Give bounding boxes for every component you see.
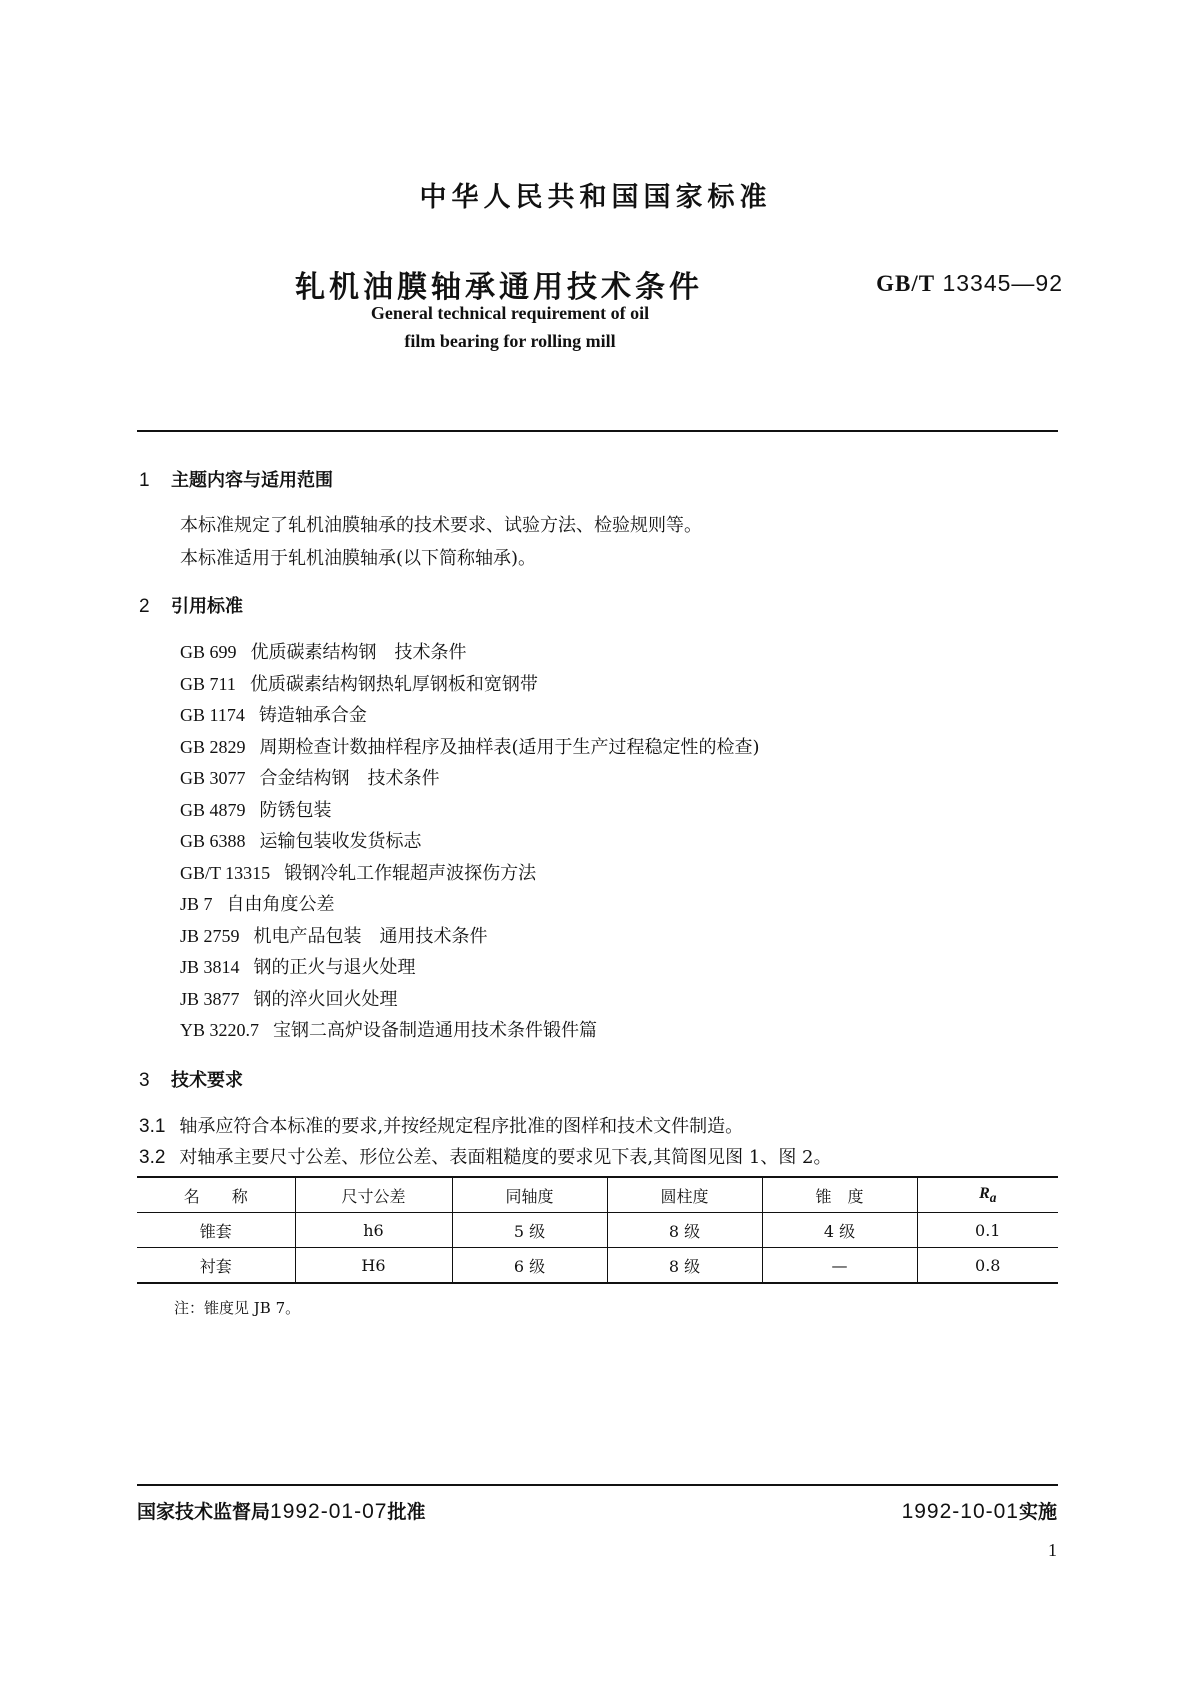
column-header-cylindricity: 圆柱度 [607, 1177, 762, 1213]
reference-code: GB/T 13315 [180, 862, 271, 883]
column-header-taper: 锥 度 [762, 1177, 917, 1213]
reference-title: 宝钢二高炉设备制造通用技术条件锻件篇 [273, 1020, 598, 1041]
reference-title: 优质碳素结构钢 技术条件 [250, 642, 467, 663]
standard-type-title: 中华人民共和国国家标准 [419, 182, 772, 213]
table-cell: — [762, 1248, 917, 1284]
table-row [137, 1213, 1058, 1248]
approval-line [137, 1497, 425, 1524]
header-divider [137, 430, 1058, 432]
reference-code: GB 6388 [180, 831, 246, 851]
section-number: 2 [139, 596, 150, 617]
footer-divider [137, 1484, 1058, 1486]
page-number: 1 [1048, 1540, 1057, 1560]
reference-code: JB 2759 [180, 925, 240, 946]
list-item [180, 795, 760, 827]
clause-number: 3.2 [139, 1147, 166, 1168]
clause-3-1 [139, 1112, 743, 1138]
section-title: 技术要求 [171, 1070, 243, 1091]
reference-code: GB 4879 [180, 799, 246, 820]
section-number: 1 [139, 470, 150, 491]
reference-code: GB 3077 [180, 768, 246, 788]
clause-text: 对轴承主要尺寸公差、形位公差、表面粗糙度的要求见下表,其简图见图 1、图 2。 [179, 1147, 832, 1168]
reference-code: GB 699 [180, 642, 237, 662]
implementation-line [902, 1497, 1057, 1524]
reference-title: 钢的正火与退火处理 [253, 957, 416, 978]
list-item [180, 763, 760, 795]
list-item [180, 984, 760, 1016]
implementation-label: 实施 [1018, 1501, 1057, 1523]
reference-code: JB 7 [180, 894, 213, 914]
section-3-heading [139, 1066, 243, 1092]
clause-3-2 [139, 1143, 832, 1169]
table-cell: 0.8 [917, 1248, 1058, 1284]
reference-code: YB 3220.7 [180, 1020, 260, 1040]
reference-code: GB 711 [180, 673, 236, 694]
roughness-symbol: R [979, 1185, 990, 1203]
reference-code: GB 2829 [180, 736, 246, 757]
table-cell: 5 级 [452, 1213, 607, 1248]
section-number: 3 [139, 1070, 150, 1091]
standard-code [876, 270, 1063, 297]
list-item [180, 952, 760, 984]
column-header-roughness [917, 1177, 1058, 1213]
table-cell: 0.1 [917, 1213, 1058, 1248]
reference-title: 铸造轴承合金 [258, 705, 367, 726]
document-title: 轧机油膜轴承通用技术条件 [295, 270, 703, 305]
table-header-row [137, 1177, 1058, 1213]
table-cell: 锥套 [137, 1213, 295, 1248]
section-2-heading [139, 592, 243, 618]
normative-references-list [180, 637, 760, 1047]
english-title-line1: General technical requirement of oil [370, 303, 650, 323]
reference-title: 防锈包装 [259, 799, 332, 821]
list-item [180, 826, 760, 858]
tolerance-table [137, 1176, 1058, 1284]
table-cell: h6 [295, 1213, 452, 1248]
standard-prefix: GB/T [876, 271, 936, 296]
reference-title: 锻钢冷轧工作辊超声波探伤方法 [284, 862, 537, 884]
approval-label: 批准 [387, 1501, 426, 1523]
section-1-paragraph-2: 本标准适用于轧机油膜轴承(以下简称轴承)。 [180, 548, 537, 569]
approval-date: 1992-01-07 [270, 1500, 388, 1523]
list-item [180, 669, 760, 701]
list-item [180, 1015, 760, 1047]
section-title: 引用标准 [171, 596, 243, 617]
table-cell: 4 级 [762, 1213, 917, 1248]
reference-title: 自由角度公差 [226, 894, 335, 915]
clause-text: 轴承应符合本标准的要求,并按经规定程序批准的图样和技术文件制造。 [179, 1116, 744, 1137]
table-note: 注：锥度见 JB 7。 [174, 1299, 301, 1317]
column-header-dimension-tolerance: 尺寸公差 [295, 1177, 452, 1213]
list-item [180, 732, 760, 764]
table-cell: 8 级 [607, 1248, 762, 1284]
table-row [137, 1248, 1058, 1284]
approval-org: 国家技术监督局 [137, 1501, 271, 1523]
standard-number: 13345—92 [942, 270, 1063, 296]
reference-title: 机电产品包装 通用技术条件 [253, 925, 488, 947]
table-cell: 衬套 [199, 1256, 232, 1276]
english-title-line2: film bearing for rolling mill [404, 331, 616, 351]
table-cell: 8 级 [607, 1213, 762, 1248]
roughness-subscript: a [989, 1190, 997, 1206]
list-item [180, 637, 760, 669]
list-item [180, 921, 760, 953]
clause-number: 3.1 [139, 1116, 166, 1137]
implementation-date: 1992-10-01 [901, 1500, 1019, 1523]
section-title: 主题内容与适用范围 [171, 470, 333, 491]
table-cell: 6 级 [452, 1248, 607, 1284]
reference-title: 合金结构钢 技术条件 [259, 768, 440, 789]
column-header-name: 名 称 [137, 1177, 295, 1213]
column-header-coaxiality: 同轴度 [452, 1177, 607, 1213]
reference-title: 运输包装收发货标志 [259, 831, 422, 852]
reference-code: JB 3877 [180, 988, 240, 1009]
reference-code: GB 1174 [180, 705, 245, 725]
section-1-paragraph-1: 本标准规定了轧机油膜轴承的技术要求、试验方法、检验规则等。 [180, 515, 702, 536]
list-item [180, 700, 760, 732]
reference-code: JB 3814 [180, 957, 240, 977]
reference-title: 钢的淬火回火处理 [253, 988, 398, 1010]
reference-title: 优质碳素结构钢热轧厚钢板和宽钢带 [249, 673, 538, 695]
table-cell: H6 [295, 1248, 452, 1284]
list-item [180, 858, 760, 890]
section-1-heading [139, 466, 333, 492]
reference-title: 周期检查计数抽样程序及抽样表(适用于生产过程稳定性的检查) [259, 736, 760, 758]
list-item [180, 889, 760, 921]
